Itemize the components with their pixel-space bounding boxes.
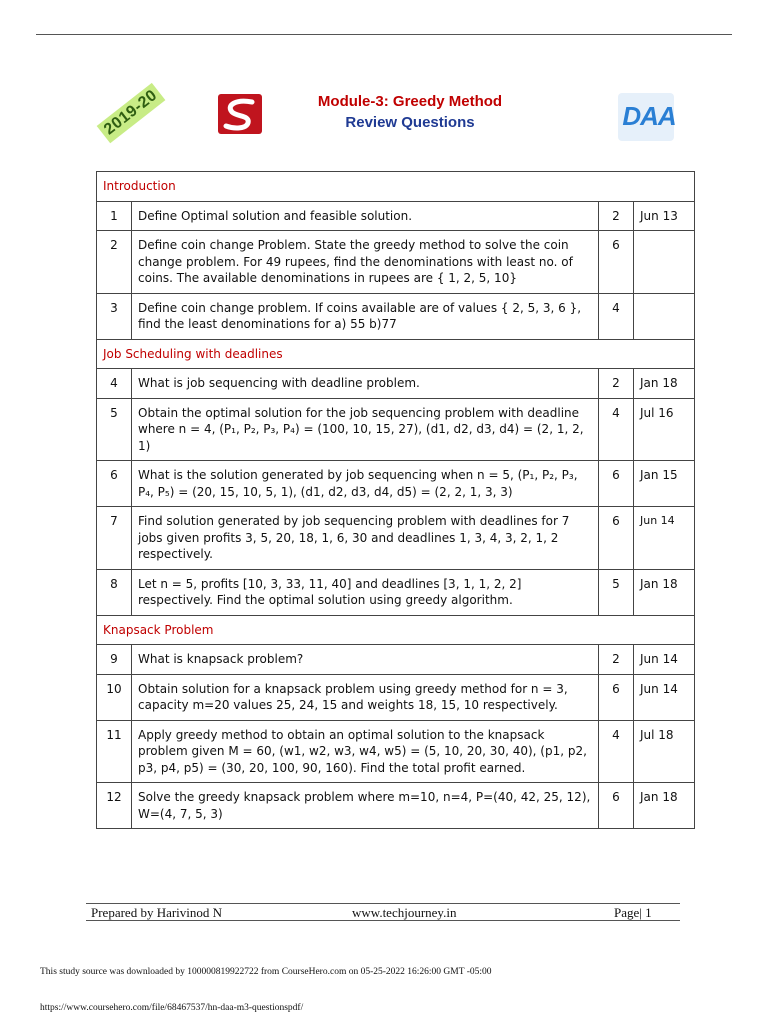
section-header-row [97,339,695,369]
question-marks: 2 [599,201,634,231]
page-subtitle: Review Questions [345,114,475,131]
question-date [634,231,695,294]
question-number: 8 [97,569,132,615]
question-date: Jan 18 [634,569,695,615]
question-number: 3 [97,293,132,339]
footer-page-number: Page| 1 [614,905,652,920]
footer-rule [86,903,680,904]
page-title: Module-3: Greedy Method [317,93,503,110]
question-text: Solve the greedy knapsack problem where m=10, n=4, P=(40, 42, 25, 12), W=(4, 7, 5, 3) [132,783,599,829]
footer-website: www.techjourney.in [352,905,457,920]
question-date: Jun 14 [634,645,695,675]
question-text: Let n = 5, profits [10, 3, 33, 11, 40] and deadlines [3, 1, 1, 2, 2] respectively. Find the optimal solution using greedy algorithm. [132,569,599,615]
footer-rule-bottom [86,920,680,921]
question-marks: 2 [599,369,634,399]
question-date: Jul 18 [634,720,695,783]
section-header-row [97,172,695,202]
question-date: Jan 15 [634,461,695,507]
question-text: Define coin change problem. If coins available are of values { 2, 5, 3, 6 }, find the least denominations for a) 55 b)77 [132,293,599,339]
question-row [97,293,695,339]
question-marks: 2 [599,645,634,675]
question-date: Jan 18 [634,783,695,829]
question-marks: 6 [599,783,634,829]
source-note: This study source was downloaded by 100000819922722 from CourseHero.com on 05-25-2022 16:26:00 GMT -05:00 [40,967,492,977]
question-row [97,231,695,294]
question-row [97,645,695,675]
question-marks: 4 [599,720,634,783]
year-badge: 2019-20 [97,83,166,144]
source-url: https://www.coursehero.com/file/68467537/hn-daa-m3-questionspdf/ [40,1003,304,1013]
question-marks: 6 [599,231,634,294]
question-marks: 6 [599,507,634,570]
question-number: 7 [97,507,132,570]
question-number: 1 [97,201,132,231]
question-number: 12 [97,783,132,829]
top-rule [36,34,732,35]
question-text: Obtain the optimal solution for the job sequencing problem with deadline where n = 4, (P₁, P₂, P₃, P₄) = (100, 10, 15, 27), (d1, d2, d3, d4) = (2, 1, 2, 1) [132,398,599,461]
question-text: Define Optimal solution and feasible solution. [132,201,599,231]
daa-logo-text: DAA [622,101,676,131]
question-row [97,720,695,783]
daa-logo [614,93,684,143]
section-header-row [97,615,695,645]
question-number: 9 [97,645,132,675]
question-text: What is the solution generated by job sequencing when n = 5, (P₁, P₂, P₃, P₄, P₅) = (20, 15, 10, 5, 1), (d1, d2, d3, d4, d5) = (2, 2, 1, 3, 3) [132,461,599,507]
question-number: 10 [97,674,132,720]
footer-author: Prepared by Harivinod N [91,905,223,920]
question-number: 5 [97,398,132,461]
question-number: 4 [97,369,132,399]
question-row [97,507,695,570]
question-row [97,398,695,461]
question-row [97,674,695,720]
question-number: 2 [97,231,132,294]
question-text: Obtain solution for a knapsack problem using greedy method for n = 3, capacity m=20 values 25, 24, 15 and weights 18, 15, 10 respectively. [132,674,599,720]
section-title: Knapsack Problem [97,615,695,645]
question-date: Jun 13 [634,201,695,231]
question-text: What is job sequencing with deadline problem. [132,369,599,399]
question-row [97,201,695,231]
question-marks: 6 [599,674,634,720]
question-marks: 6 [599,461,634,507]
question-row [97,569,695,615]
question-date: Jun 14 [634,507,695,570]
questions-table [96,171,695,829]
question-marks: 4 [599,293,634,339]
section-title: Job Scheduling with deadlines [97,339,695,369]
question-row [97,369,695,399]
question-number: 11 [97,720,132,783]
question-text: What is knapsack problem? [132,645,599,675]
question-date: Jun 14 [634,674,695,720]
question-row [97,783,695,829]
question-marks: 5 [599,569,634,615]
techjourney-logo-icon [216,93,264,135]
question-date [634,293,695,339]
question-date: Jan 18 [634,369,695,399]
question-text: Apply greedy method to obtain an optimal solution to the knapsack problem given M = 60, (w1, w2, w3, w4, w5) = (5, 10, 20, 30, 40), (p1, p2, p3, p4, p5) = (30, 20, 100, 90, 160). Find the total profit earned. [132,720,599,783]
question-marks: 4 [599,398,634,461]
title-block [280,93,540,131]
question-row [97,461,695,507]
question-number: 6 [97,461,132,507]
question-text: Find solution generated by job sequencing problem with deadlines for 7 jobs given profits 3, 5, 20, 18, 1, 6, 30 and deadlines 1, 3, 4, 3, 2, 1, 2 respectively. [132,507,599,570]
question-text: Define coin change Problem. State the greedy method to solve the coin change problem. For 49 rupees, find the denominations with least no. of coins. The available denominations in rupees are { 1, 2, 5, 10} [132,231,599,294]
question-date: Jul 16 [634,398,695,461]
section-title: Introduction [97,172,695,202]
